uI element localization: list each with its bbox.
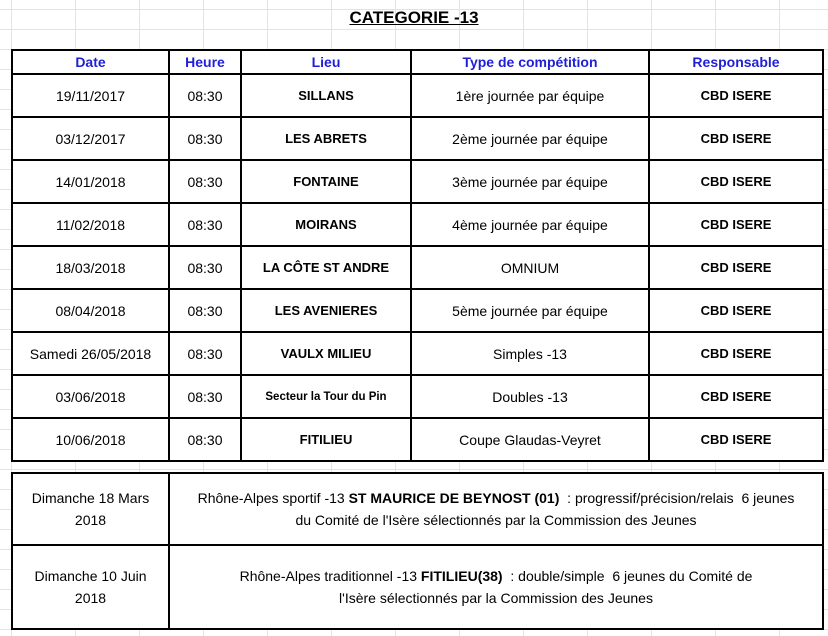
table-row	[12, 74, 823, 117]
cell-heure: 08:30	[169, 74, 241, 117]
cell-responsable: CBD ISERE	[649, 375, 823, 418]
event-place: ST MAURICE DE BEYNOST (01)	[348, 490, 560, 506]
schedule-table	[11, 49, 824, 462]
cell-date: 08/04/2018	[12, 289, 169, 332]
event-description	[169, 545, 823, 629]
event-prefix: Rhône-Alpes traditionnel -13	[239, 568, 421, 584]
cell-type: 5ème journée par équipe	[411, 289, 649, 332]
cell-responsable: CBD ISERE	[649, 160, 823, 203]
event-date: Dimanche 10 Juin 2018	[12, 545, 169, 629]
cell-responsable: CBD ISERE	[649, 117, 823, 160]
event-row	[12, 545, 823, 629]
cell-date: 19/11/2017	[12, 74, 169, 117]
cell-responsable: CBD ISERE	[649, 418, 823, 461]
cell-responsable: CBD ISERE	[649, 332, 823, 375]
cell-date: 14/01/2018	[12, 160, 169, 203]
header-date: Date	[12, 50, 169, 74]
header-type: Type de compétition	[411, 50, 649, 74]
cell-responsable: CBD ISERE	[649, 203, 823, 246]
cell-type: 1ère journée par équipe	[411, 74, 649, 117]
cell-lieu: VAULX MILIEU	[241, 332, 411, 375]
cell-heure: 08:30	[169, 418, 241, 461]
cell-date: 03/12/2017	[12, 117, 169, 160]
cell-date: 10/06/2018	[12, 418, 169, 461]
cell-lieu: SILLANS	[241, 74, 411, 117]
table-row	[12, 289, 823, 332]
cell-type: Coupe Glaudas-Veyret	[411, 418, 649, 461]
cell-type: Simples -13	[411, 332, 649, 375]
header-heure: Heure	[169, 50, 241, 74]
cell-date: 11/02/2018	[12, 203, 169, 246]
cell-type: 4ème journée par équipe	[411, 203, 649, 246]
cell-responsable: CBD ISERE	[649, 246, 823, 289]
cell-lieu: FITILIEU	[241, 418, 411, 461]
cell-type: Doubles -13	[411, 375, 649, 418]
table-row	[12, 246, 823, 289]
event-date: Dimanche 18 Mars 2018	[12, 473, 169, 545]
cell-heure: 08:30	[169, 289, 241, 332]
table-row	[12, 332, 823, 375]
table-row	[12, 375, 823, 418]
header-responsable: Responsable	[649, 50, 823, 74]
event-row	[12, 473, 823, 545]
cell-lieu: LA CÔTE ST ANDRE	[241, 246, 411, 289]
table-row	[12, 203, 823, 246]
cell-type: 2ème journée par équipe	[411, 117, 649, 160]
cell-type: OMNIUM	[411, 246, 649, 289]
cell-responsable: CBD ISERE	[649, 289, 823, 332]
event-place: FITILIEU(38)	[420, 568, 503, 584]
table-row	[12, 117, 823, 160]
cell-lieu: Secteur la Tour du Pin	[241, 375, 411, 418]
regional-events-table	[11, 472, 824, 630]
cell-lieu: FONTAINE	[241, 160, 411, 203]
cell-date: 03/06/2018	[12, 375, 169, 418]
event-description	[169, 473, 823, 545]
page-title: CATEGORIE -13	[349, 8, 479, 27]
cell-lieu: MOIRANS	[241, 203, 411, 246]
cell-heure: 08:30	[169, 375, 241, 418]
event-prefix: Rhône-Alpes sportif -13	[197, 490, 349, 506]
cell-heure: 08:30	[169, 332, 241, 375]
cell-lieu: LES AVENIERES	[241, 289, 411, 332]
cell-heure: 08:30	[169, 117, 241, 160]
event-suffix: : progressif/précision/relais 6 jeunes du Comité de l'Isère sélectionnés par la Commission des Jeunes	[295, 490, 795, 528]
table-row	[12, 418, 823, 461]
table-row	[12, 160, 823, 203]
cell-responsable: CBD ISERE	[649, 74, 823, 117]
cell-date: Samedi 26/05/2018	[12, 332, 169, 375]
cell-heure: 08:30	[169, 246, 241, 289]
header-row	[12, 50, 823, 74]
cell-type: 3ème journée par équipe	[411, 160, 649, 203]
cell-heure: 08:30	[169, 160, 241, 203]
event-suffix: : double/simple 6 jeunes du Comité de l'Isère sélectionnés par la Commission des Jeunes	[339, 568, 753, 606]
header-lieu: Lieu	[241, 50, 411, 74]
cell-heure: 08:30	[169, 203, 241, 246]
cell-date: 18/03/2018	[12, 246, 169, 289]
cell-lieu: LES ABRETS	[241, 117, 411, 160]
